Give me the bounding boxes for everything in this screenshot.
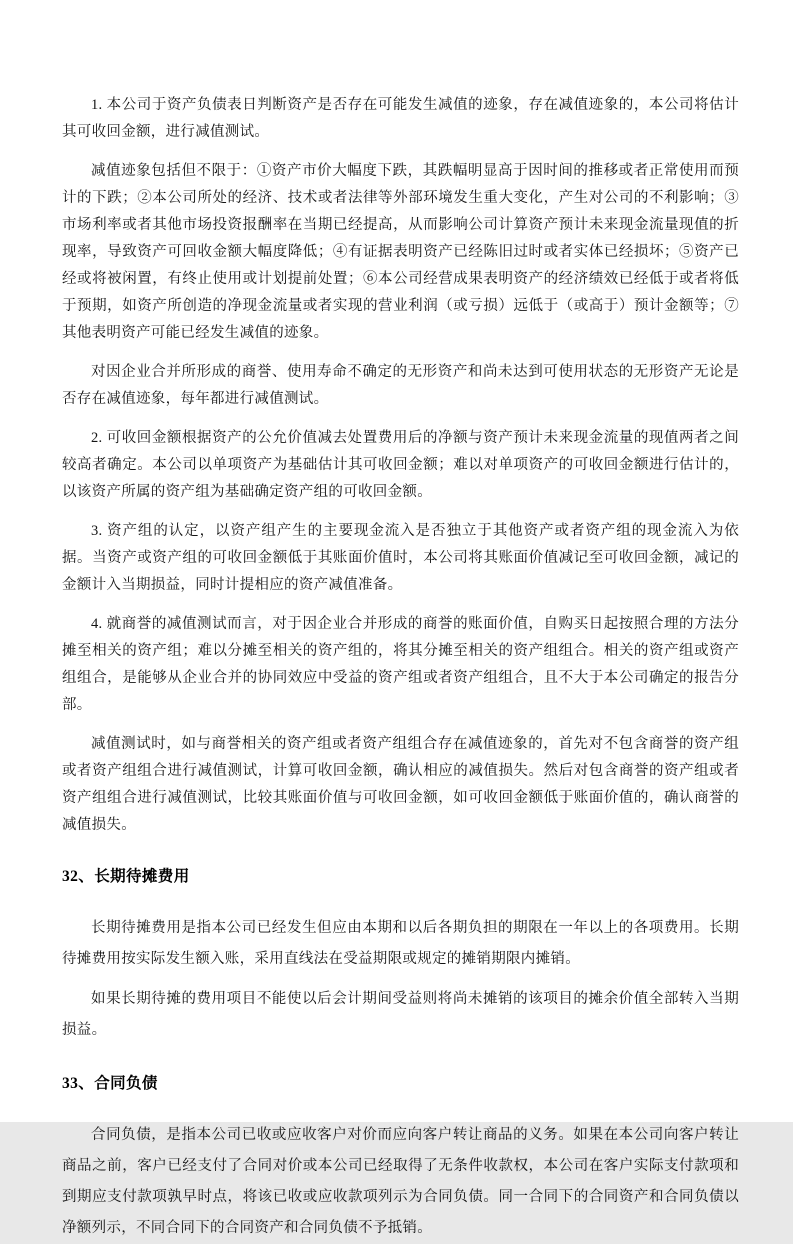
para-asset-group-recognition: 3. 资产组的认定，以资产组产生的主要现金流入是否独立于其他资产或者资产组的现金流入为依据。当资产或资产组的可收回金额低于其账面价值时，本公司将其账面价值减记至可收回金额，减记的金额计入当期损益，同时计提相应的资产减值准备。 [62,523,739,593]
para-recoverable-amount: 2. 可收回金额根据资产的公允价值减去处置费用后的净额与资产预计未来现金流量的现值两者之间较高者确定。本公司以单项资产为基础估计其可收回金额；难以对单项资产的可收回金额进行估计的，以该资产所属的资产组为基础确定资产组的可收回金额。 [62,430,739,500]
document-body [62,92,739,1244]
section-heading-32-long-term-deferred-expenses: 32、长期待摊费用 [62,868,190,885]
para-contract-liabilities-definition: 合同负债，是指本公司已收或应收客户对价而应向客户转让商品的义务。如果在本公司向客户转让商品之前，客户已经支付了合同对价或本公司已经取得了无条件收款权，本公司在客户实际支付款项和到期应支付款项孰早时点，将该已收或应收款项列示为合同负债。同一合同下的合同资产和合同负债以净额列示，不同合同下的合同资产和合同负债不予抵销。 [62,1127,739,1236]
para-goodwill-impairment-test: 减值测试时，如与商誉相关的资产组或者资产组组合存在减值迹象的，首先对不包含商誉的资产组或者资产组组合进行减值测试，计算可收回金额，确认相应的减值损失。然后对包含商誉的资产组或者资产组组合进行减值测试，比较其账面价值与可收回金额，如可收回金额低于账面价值的，确认商誉的减值损失。 [62,736,739,833]
para-ltde-definition: 长期待摊费用是指本公司已经发生但应由本期和以后各期负担的期限在一年以上的各项费用。长期待摊费用按实际发生额入账，采用直线法在受益期限或规定的摊销期限内摊销。 [62,920,739,967]
para-goodwill-annual-test: 对因企业合并所形成的商誉、使用寿命不确定的无形资产和尚未达到可使用状态的无形资产无论是否存在减值迹象，每年都进行减值测试。 [62,364,739,407]
para-impairment-indicators: 减值迹象包括但不限于：①资产市价大幅度下跌，其跌幅明显高于因时间的推移或者正常使用而预计的下跌；②本公司所处的经济、技术或者法律等外部环境发生重大变化，产生对公司的不利影响；③市场利率或者其他市场投资报酬率在当期已经提高，从而影响公司计算资产预计未来现金流量现值的折现率，导致资产可回收金额大幅度降低；④有证据表明资产已经陈旧过时或者实体已经损坏；⑤资产已经或将被闲置，有终止使用或计划提前处置；⑥本公司经营成果表明资产的经济绩效已经低于或者将低于预期，如资产所创造的净现金流量或者实现的营业利润（或亏损）远低于（或高于）预计金额等；⑦其他表明资产可能已经发生减值的迹象。 [62,163,739,341]
section-heading-33-contract-liabilities: 33、合同负债 [62,1075,158,1092]
para-ltde-writeoff: 如果长期待摊的费用项目不能使以后会计期间受益则将尚未摊销的该项目的摊余价值全部转入当期损益。 [62,991,739,1038]
para-goodwill-allocation: 4. 就商誉的减值测试而言，对于因企业合并形成的商誉的账面价值，自购买日起按照合理的方法分摊至相关的资产组；难以分摊至相关的资产组的，将其分摊至相关的资产组组合。相关的资产组或资产组组合，是能够从企业合并的协同效应中受益的资产组或者资产组组合，且不大于本公司确定的报告分部。 [62,616,739,713]
para-impairment-judgement: 1. 本公司于资产负债表日判断资产是否存在可能发生减值的迹象，存在减值迹象的，本公司将估计其可收回金额，进行减值测试。 [62,97,739,140]
